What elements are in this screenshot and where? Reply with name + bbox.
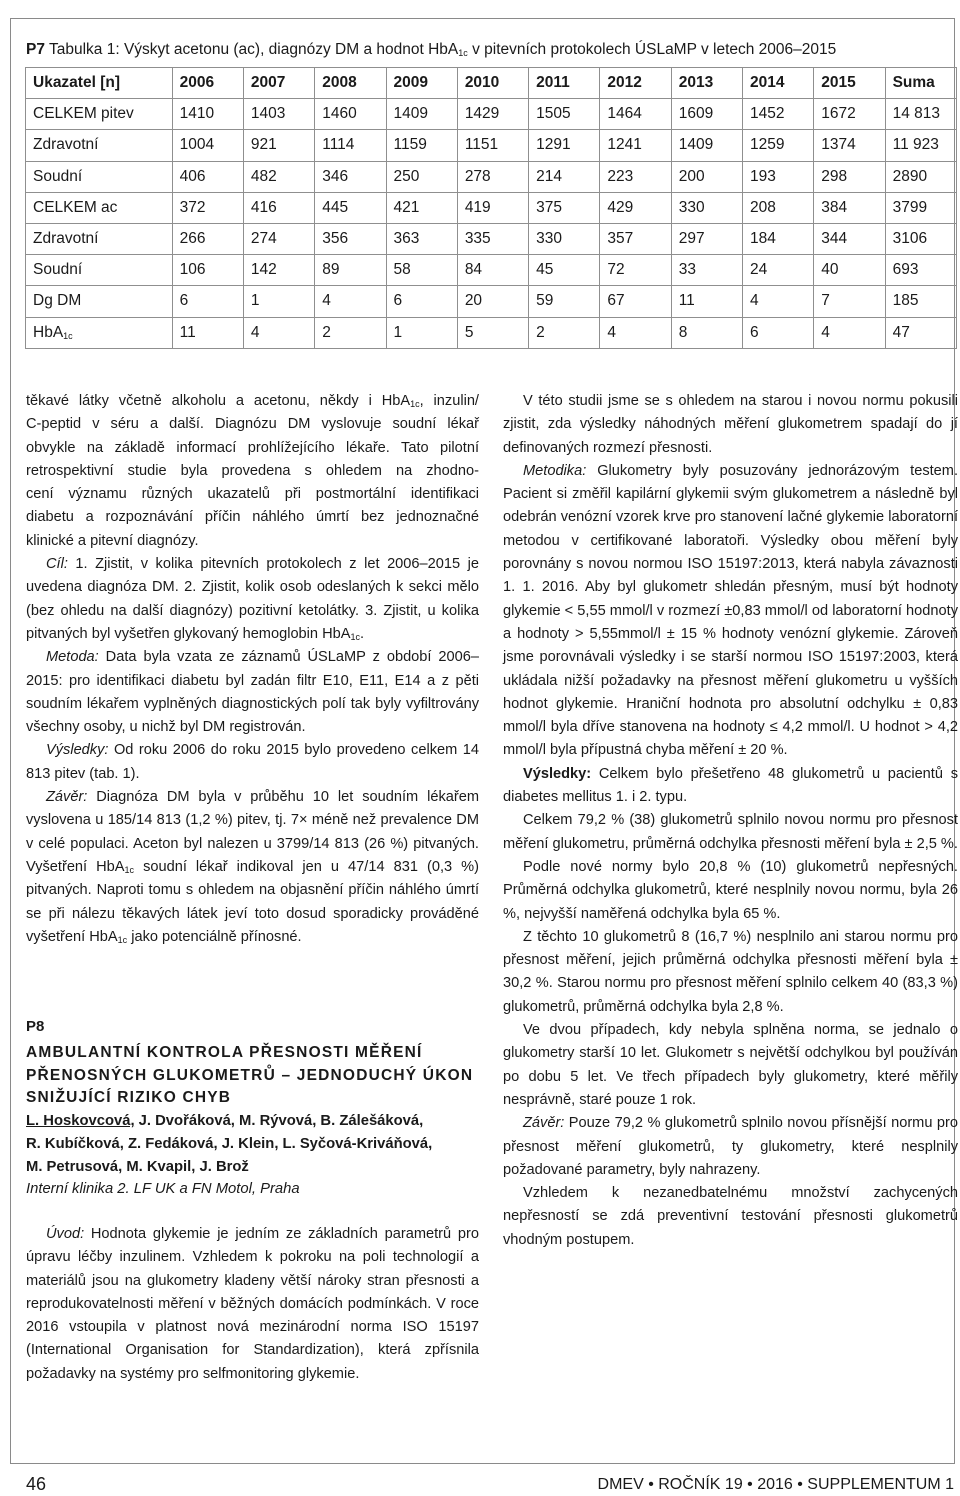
table-cell: CELKEM ac bbox=[26, 192, 173, 223]
table-cell: 2013 bbox=[671, 68, 742, 99]
table-cell: 2015 bbox=[814, 68, 885, 99]
table-cell: 1151 bbox=[457, 130, 528, 161]
table-cell: 1 bbox=[243, 286, 314, 317]
table-cell: 1460 bbox=[315, 99, 386, 130]
table-cell: 693 bbox=[885, 255, 956, 286]
uvod-paragraph: Úvod: Hodnota glykemie je jedním ze základních parametrů pro úpravu léčby inzulinem. Vzhledem k pokroku na poli technologií a materiálů jsou na glukometry kladeny větší nároky stran přesnosti a reprodukovatelnosti měření v běžných domácích podmínkách. V roce 2016 vstoupila v platnost nová mezinárodní norma ISO 15197 (International Organisation for Standardization), která zpřísnila požadavky na systémy pro selfmonitoring glykemie. bbox=[26, 1226, 479, 1382]
table-row bbox=[26, 255, 957, 286]
table-cell: 1409 bbox=[386, 99, 457, 130]
table-cell: 1 bbox=[386, 317, 457, 348]
table-cell: HbA$_{1c}$ bbox=[26, 317, 173, 348]
table-cell: 59 bbox=[529, 286, 600, 317]
table-cell: 375 bbox=[529, 192, 600, 223]
table-cell: 72 bbox=[600, 255, 671, 286]
table-cell: 372 bbox=[172, 192, 243, 223]
table-cell: 278 bbox=[457, 161, 528, 192]
table-cell: Soudní bbox=[26, 255, 173, 286]
table-cell: 67 bbox=[600, 286, 671, 317]
table-row bbox=[26, 192, 957, 223]
caption-text: Tabulka 1: Výskyt acetonu (ac), diagnózy DM a hodnot HbA bbox=[44, 41, 459, 58]
table-cell: 274 bbox=[243, 223, 314, 254]
table-cell: 2006 bbox=[172, 68, 243, 99]
table-cell: 142 bbox=[243, 255, 314, 286]
caption-sub: 1c bbox=[458, 48, 468, 58]
text-line: klinické a pitevní diagnózy. bbox=[26, 532, 199, 549]
table-cell: 356 bbox=[315, 223, 386, 254]
table-cell: 297 bbox=[671, 223, 742, 254]
table-cell: 1672 bbox=[814, 99, 885, 130]
table-cell: 1429 bbox=[457, 99, 528, 130]
table-cell: 11 bbox=[671, 286, 742, 317]
table-cell: 2 bbox=[529, 317, 600, 348]
paragraph: Ve dvou případech, kdy nebyla splněna norma, se jednalo o glukometry starší 10 let. Glukometr s největší odchylkou byl používán po dobu 5 let. Ve třech případech byly glukometry, které měřily nesprávně, staré pouze 1 rok. bbox=[503, 1022, 958, 1108]
table-cell: 193 bbox=[743, 161, 814, 192]
table-caption bbox=[26, 41, 836, 59]
table-cell: 363 bbox=[386, 223, 457, 254]
table-cell: 1609 bbox=[671, 99, 742, 130]
table-row bbox=[26, 99, 957, 130]
table-cell: 185 bbox=[885, 286, 956, 317]
text-line: obvykle na základě informací prohlížejícího lékaře. Tato pilotní bbox=[26, 439, 479, 456]
table-cell: 1114 bbox=[315, 130, 386, 161]
table-cell: 2014 bbox=[743, 68, 814, 99]
table-row bbox=[26, 286, 957, 317]
table-cell: 6 bbox=[386, 286, 457, 317]
right-column bbox=[503, 390, 958, 1252]
table-cell: 6 bbox=[172, 286, 243, 317]
table-cell: 482 bbox=[243, 161, 314, 192]
caption-text-end: v pitevních protokolech ÚSLaMP v letech 2006–2015 bbox=[467, 41, 837, 58]
metoda-paragraph: Metoda: Data byla vzata ze záznamů ÚSLaMP z období 2006–2015: pro identifikaci diabetu byl zadán filtr E10, E11, E14 a z pěti soudním lékařem vyplněných diagnostických polí tak byly vyfiltrovány všechny osoby, u nichž byl DM registrován. bbox=[26, 649, 479, 736]
table-cell: 1291 bbox=[529, 130, 600, 161]
abstract-label: P8 bbox=[26, 1018, 45, 1035]
paragraph: V této studii jsme se s ohledem na starou i novou normu pokusili zjistit, zda výsledky náhodných měření glukometrem spadají do jí definovaných rozmezí přesnosti. bbox=[503, 393, 958, 456]
table-cell: 40 bbox=[814, 255, 885, 286]
table-cell: 2 bbox=[315, 317, 386, 348]
table-cell: 1410 bbox=[172, 99, 243, 130]
table-cell: 3799 bbox=[885, 192, 956, 223]
table-cell: 3106 bbox=[885, 223, 956, 254]
table-cell: Soudní bbox=[26, 161, 173, 192]
table-row bbox=[26, 223, 957, 254]
title-line: PŘENOSNÝCH GLUKOMETRŮ – JEDNODUCHÝ ÚKON bbox=[26, 1066, 474, 1084]
table-cell: 1505 bbox=[529, 99, 600, 130]
table-cell: 208 bbox=[743, 192, 814, 223]
table-cell: 344 bbox=[814, 223, 885, 254]
caption-label: P7 bbox=[26, 41, 45, 58]
table-cell: 58 bbox=[386, 255, 457, 286]
table-cell: 2007 bbox=[243, 68, 314, 99]
table-cell: 298 bbox=[814, 161, 885, 192]
table-cell: 4 bbox=[743, 286, 814, 317]
table-cell: 223 bbox=[600, 161, 671, 192]
table-cell: Ukazatel [n] bbox=[26, 68, 173, 99]
table-cell: Zdravotní bbox=[26, 130, 173, 161]
paragraph: Celkem 79,2 % (38) glukometrů splnilo novou normu pro přesnost měření glukometru, průměrná odchylka přesnosti měření byla ± 2,5 %. bbox=[503, 812, 958, 852]
abstract-title bbox=[26, 1042, 473, 1110]
metodika-paragraph: Metodika: Glukometry byly posuzovány jednorázovým testem. Pacient si změřil kapilární glykemii svým glukometrem a následně byl odebrán venózní vzorek krve pro stanovení lačné glykemie laboratorní metodou v certifikované laboratoři. Výsledky obou měření byly porovnány s novou normou ISO 15197:2013, která nabyla závaznosti 1. 1. 2016. Aby byl glukometr shledán přesným, musí být hodnoty glykemie < 5,55 mmol/l v rozmezí ±0,83 mmol/l od laboratorní hodnoty a hodnoty > 5,55mmol/l ± 15 % hodnoty venózní glykemie. Zároveň jsme porovnávali výsledky i se starší normou ISO 15197:2003, která ukládala nižší požadavky na přesnost měření glukometru u vyšších hodnot glykemie. Hraniční hodnota pro absolutní odchylku ± 0,83 mmol/l byla dříve stanovena na hodnoty ≤ 4,2 mmol/l. U hodnot > 4,2 mmol/l byla přípustná chyba měření ± 20 %. bbox=[503, 462, 958, 759]
table-cell: 84 bbox=[457, 255, 528, 286]
table-cell: 266 bbox=[172, 223, 243, 254]
table-cell: Dg DM bbox=[26, 286, 173, 317]
table-cell: 1159 bbox=[386, 130, 457, 161]
table-cell: 200 bbox=[671, 161, 742, 192]
table-cell: 4 bbox=[315, 286, 386, 317]
table-cell: 33 bbox=[671, 255, 742, 286]
table-cell: 2008 bbox=[315, 68, 386, 99]
table-cell: 24 bbox=[743, 255, 814, 286]
table-cell: 4 bbox=[243, 317, 314, 348]
table-row bbox=[26, 317, 957, 348]
text-line: diabetu a rozpoznávání příčin náhlého úmrtí bez jednoznačné bbox=[26, 509, 479, 526]
text-line: cení významu různých ukazatelů při postmortální identifikaci bbox=[26, 486, 479, 503]
table-cell: 11 bbox=[172, 317, 243, 348]
table-cell: 1374 bbox=[814, 130, 885, 161]
table-cell: CELKEM pitev bbox=[26, 99, 173, 130]
table-cell: 330 bbox=[671, 192, 742, 223]
table-cell: 921 bbox=[243, 130, 314, 161]
data-table bbox=[25, 67, 957, 349]
table-header-row bbox=[26, 68, 957, 99]
vysledky-paragraph: Výsledky: Od roku 2006 do roku 2015 bylo provedeno celkem 14 813 pitev (tab. 1). bbox=[26, 742, 479, 782]
table-cell: Suma bbox=[885, 68, 956, 99]
table-cell: 1259 bbox=[743, 130, 814, 161]
table-cell: 1452 bbox=[743, 99, 814, 130]
title-line: AMBULANTNÍ KONTROLA PŘESNOSTI MĚŘENÍ bbox=[26, 1044, 423, 1061]
zaver-paragraph: Závěr: Pouze 79,2 % glukometrů splnilo novou přísnější normu pro přesnost měření glukometrů, ty glukometry, které nesplnily požadované parametry, byly nahrazeny. bbox=[503, 1115, 958, 1178]
table-cell: 1409 bbox=[671, 130, 742, 161]
table-cell: 2012 bbox=[600, 68, 671, 99]
table-cell: 1464 bbox=[600, 99, 671, 130]
table-cell: 1004 bbox=[172, 130, 243, 161]
cil-paragraph: Cíl: 1. Zjistit, v kolika pitevních protokolech z let 2006–2015 je uvedena diagnóza DM. 2. Zjistit, kolik osob odeslaných k sekci mělo (bez ohledu na další diagnózy) pozitivní ketolátky. 3. Zjistit, u kolika pitvaných byl vyšetřen glykovaný hemoglobin HbA$_{1c}$. bbox=[26, 556, 479, 642]
table-cell: 8 bbox=[671, 317, 742, 348]
table-cell: 406 bbox=[172, 161, 243, 192]
text-line: C-peptid v séru a další. Diagnózu DM vyslovuje soudní lékař bbox=[26, 416, 479, 433]
table-cell: Zdravotní bbox=[26, 223, 173, 254]
zaver-paragraph: Závěr: Diagnóza DM byla v průběhu 10 let soudním lékařem vyslovena u 185/14 813 (1,2 %) pitev, tj. 7× méně než prevalence DM v celé populaci. Aceton byl nalezen u 3799/14 813 (26 %) pitvaných. Vyšetření HbA$_{1c}$ soudní lékař indikoval jen u 47/14 831 (0,3 %) pitvaných. Naproti tomu s ohledem na objasnění příčin náhlého úmrtí se při nálezu těkavých látek jeví toto dosud sporadicky prováděné vyšetření HbA$_{1c}$ jako potenciálně přínosné. bbox=[26, 789, 479, 945]
table-cell: 357 bbox=[600, 223, 671, 254]
table-cell: 20 bbox=[457, 286, 528, 317]
title-line: SNIŽUJÍCÍ RIZIKO CHYB bbox=[26, 1089, 232, 1106]
table-row bbox=[26, 130, 957, 161]
authors: L. Hoskovcová, J. Dvořáková, M. Rývová, B. Zálešáková, R. Kubíčková, Z. Fedáková, J. Klein, L. Syčová-Kriváňová, M. Petrusová, M. Kvapil, J. Brož bbox=[26, 1113, 433, 1175]
table-cell: 2011 bbox=[529, 68, 600, 99]
table-cell: 11 923 bbox=[885, 130, 956, 161]
left-column bbox=[26, 390, 479, 949]
table-cell: 335 bbox=[457, 223, 528, 254]
table-cell: 445 bbox=[315, 192, 386, 223]
table-cell: 419 bbox=[457, 192, 528, 223]
table-cell: 4 bbox=[600, 317, 671, 348]
table-cell: 346 bbox=[315, 161, 386, 192]
journal-footer: DMEV • ROČNÍK 19 • 2016 • SUPPLEMENTUM 1 bbox=[597, 1476, 954, 1493]
table-cell: 1403 bbox=[243, 99, 314, 130]
paragraph: Z těchto 10 glukometrů 8 (16,7 %) nesplnilo ani starou normu pro přesnost měření, jejich průměrná odchylka přesnosti měření byla ± 30,2 %. Starou normu pro přesnost měření splnilo celkem 40 (83,3 %) glukometrů, průměrná odchylka byla 2,8 %. bbox=[503, 928, 958, 1015]
table-cell: 429 bbox=[600, 192, 671, 223]
table-cell: 89 bbox=[315, 255, 386, 286]
table-cell: 214 bbox=[529, 161, 600, 192]
table-cell: 330 bbox=[529, 223, 600, 254]
table-cell: 106 bbox=[172, 255, 243, 286]
affiliation: Interní klinika 2. LF UK a FN Motol, Praha bbox=[26, 1181, 300, 1197]
table-cell: 2009 bbox=[386, 68, 457, 99]
paragraph: Podle nové normy bylo 20,8 % (10) glukometrů nepřesných. Průměrná odchylka glukometrů, které nesplnily novou normu, byla 26 %, nejvyšší naměřená odchylka byla 65 %. bbox=[503, 858, 958, 922]
table-cell: 4 bbox=[814, 317, 885, 348]
table-cell: 14 813 bbox=[885, 99, 956, 130]
table-cell: 384 bbox=[814, 192, 885, 223]
table-cell: 1241 bbox=[600, 130, 671, 161]
table-cell: 2890 bbox=[885, 161, 956, 192]
text-line: retrospektivní studie byla provedena s ohledem na zhodno- bbox=[26, 462, 479, 479]
table-cell: 2010 bbox=[457, 68, 528, 99]
table-cell: 421 bbox=[386, 192, 457, 223]
page-number: 46 bbox=[26, 1474, 47, 1494]
table-cell: 7 bbox=[814, 286, 885, 317]
presenting-author: L. Hoskovcová, bbox=[26, 1113, 135, 1129]
table-cell: 250 bbox=[386, 161, 457, 192]
uvod-block bbox=[26, 1223, 479, 1386]
table-row bbox=[26, 161, 957, 192]
table-cell: 184 bbox=[743, 223, 814, 254]
table-cell: 45 bbox=[529, 255, 600, 286]
text-line: těkavé látky včetně alkoholu a acetonu, někdy i HbA$_{1c}$, inzulin/ bbox=[26, 393, 479, 409]
table-cell: 5 bbox=[457, 317, 528, 348]
paragraph: Vzhledem k nezanedbatelnému množství zachycených nepřesností se zdá preventivní testování přesnosti glukometrů vhodným postupem. bbox=[503, 1185, 958, 1248]
table-cell: 416 bbox=[243, 192, 314, 223]
table-cell: 47 bbox=[885, 317, 956, 348]
table-cell: 6 bbox=[743, 317, 814, 348]
vysledky-paragraph: Výsledky: Celkem bylo přešetřeno 48 glukometrů u pacientů s diabetes mellitus 1. i 2. typu. bbox=[503, 765, 958, 806]
